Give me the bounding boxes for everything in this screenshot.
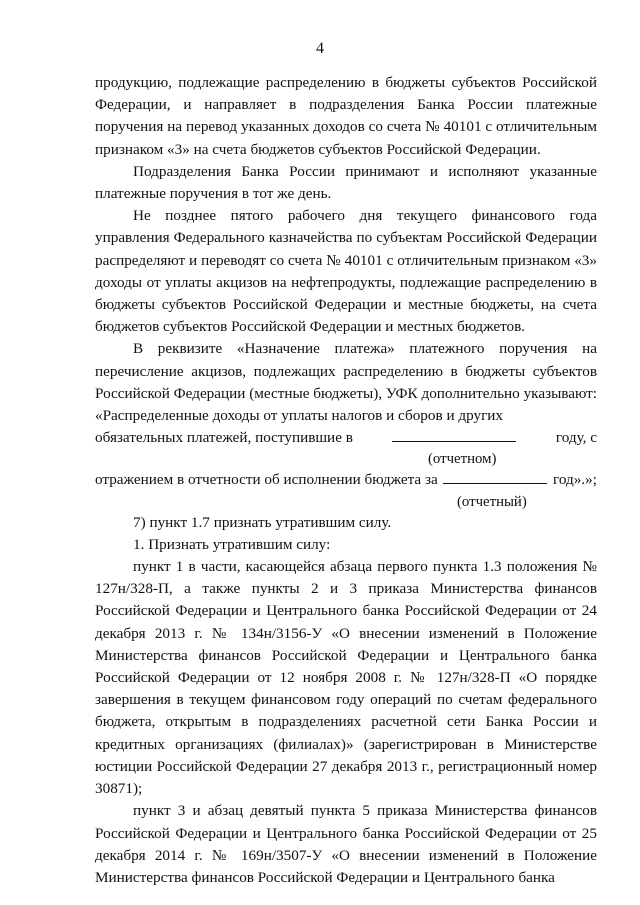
blank-field-report-year [443, 469, 547, 484]
caption-reported: (отчетный) [457, 493, 527, 510]
paragraph-6: пункт 3 и абзац девятый пункта 5 приказа Министерства финансов Российской Федерации и Центрального банка Российской Федерации от 25 декабря 2014 г. № 169н/3507-У «О внесении изменений в Положение Министерства финансов Российской Федерации и Центрального банка [95, 802, 597, 886]
blank-field-year [392, 427, 516, 442]
list-item-7: 7) пункт 1.7 признать утратившим силу. [133, 513, 392, 531]
form-line-report [95, 469, 597, 491]
form-line-received-left: обязательных платежей, поступившие в [95, 429, 353, 447]
form-line-received [95, 427, 597, 449]
paragraph-4: В реквизите «Назначение платежа» платежного поручения на перечисление акцизов, подлежащих распределению в бюджеты субъектов Российской Федерации (местные бюджеты), УФК дополнительно указывают: «Распределенные доходы от уплаты налогов и сборов и других [95, 340, 597, 425]
list-item-1: 1. Признать утратившим силу: [133, 535, 331, 553]
paragraph-3: Не позднее пятого рабочего дня текущего финансового года управления Федерального казначейства по субъектам Российской Федерации распределяют и переводят со счета № 40101 с отличительным признаком «3» доходы от уплаты акцизов на нефтепродукты, подлежащие распределению в бюджеты субъектов Российской Федерации и местные бюджеты, на счета бюджетов субъектов Российской Федерации и местных бюджетов. [95, 207, 597, 336]
document-body [95, 72, 597, 889]
page-number: 4 [316, 40, 324, 57]
paragraph-2: Подразделения Банка России принимают и исполняют указанные платежные поручения в тот же день. [95, 162, 597, 203]
form-line-received-right: году, с [555, 429, 597, 447]
form-line-report-left: отражением в отчетности об исполнении бюджета за [95, 471, 438, 489]
form-line-report-right: год».»; [553, 471, 597, 489]
paragraph-1: продукцию, подлежащие распределению в бюджеты субъектов Российской Федерации, и направляет в подразделения Банка России платежные поручения на перевод указанных доходов со счета № 40101 с отличительным признаком «3» на счета бюджетов субъектов Российской Федерации. [95, 74, 597, 158]
paragraph-5: пункт 1 в части, касающейся абзаца первого пункта 1.3 положения № 127н/328-П, а также пункты 2 и 3 приказа Министерства финансов Российской Федерации и Центрального банка Российской Федерации от 24 декабря 2013 г. № 134н/3156-У «О внесении изменений в Положение Министерства финансов Российской Федерации и Центрального банка Российской Федерации от 12 ноября 2008 г. № 127н/328-П «О порядке завершения в текущем финансовом году операций по счетам федерального бюджета, открытым в подразделениях расчетной сети Банка России и кредитных организациях (филиалах)» (зарегистрирован в Министерстве юстиции Российской Федерации 27 декабря 2013 г., регистрационный номер 30871); [95, 558, 597, 798]
caption-reporting: (отчетном) [428, 451, 497, 468]
